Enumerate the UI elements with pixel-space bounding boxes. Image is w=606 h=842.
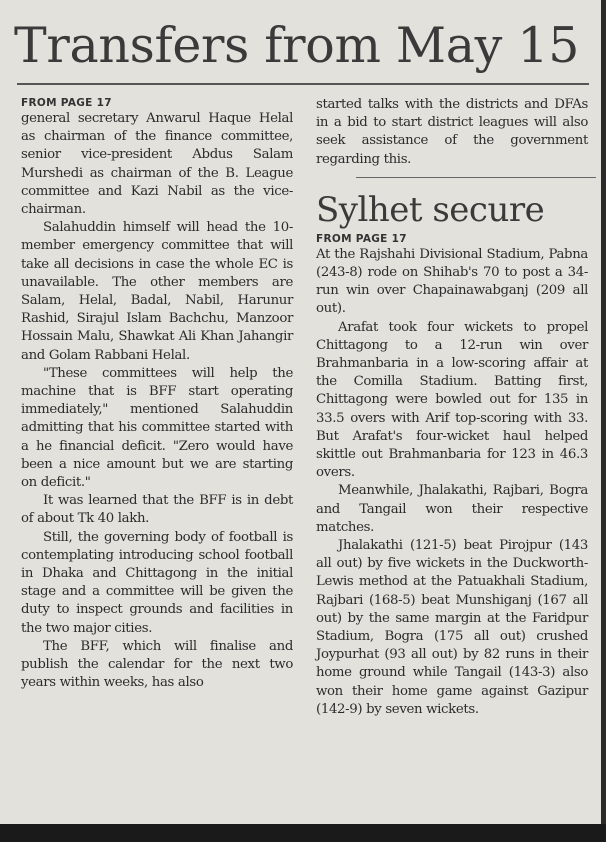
left-paragraph-1: general secretary Anwarul Haque Helal as chairman of the finance committee, senior vice-president Abdus Salam Murshedi as chairman of the B. League committee and Kazi Nabil as the vice-chairman.: [21, 111, 293, 218]
right-article-column: [316, 96, 588, 719]
left-from-page-kicker: FROM PAGE 17: [21, 97, 112, 109]
page-headline: Transfers from May 15: [14, 17, 580, 74]
scan-edge-shadow: [601, 0, 606, 824]
right-continuation-paragraph: started talks with the districts and DFAs in a bid to start district leagues will also seek assistance of the government regarding this.: [316, 97, 588, 167]
left-paragraph-3: "These committees will help the machine that is BFF start operating immediately," mentioned Salahuddin admitting that his committee started with a he financial deficit. "Zero would have been a nice amount but we are starting on deficit.": [21, 365, 293, 491]
left-paragraph-6: The BFF, which will finalise and publish the calendar for the next two years within weeks, has also: [21, 638, 293, 691]
scan-bottom-band: [0, 824, 606, 842]
left-paragraph-5: Still, the governing body of football is contemplating introducing school football in Dhaka and Chittagong in the initial stage and a committee will be given the duty to inspect grounds and facilities in the two major cities.: [21, 529, 293, 636]
right-paragraph-2: Arafat took four wickets to propel Chittagong to a 12-run win over Brahmanbaria in a low-scoring affair at the Comilla Stadium. Batting first, Chittagong were bowled out for 135 in 33.5 overs with Arif top-scoring with 33. But Arafat's four-wicket haul helped skittle out Brahmanbaria for 123 in 46.3 overs.: [316, 319, 588, 481]
left-article-column: [21, 96, 293, 693]
right-paragraph-4: Jhalakathi (121-5) beat Pirojpur (143 all out) by five wickets in the Duckworth-Lewis method at the Patuakhali Stadium, Rajbari (168-5) beat Munshiganj (167 all out) by the same margin at the Faridpur Stadium, Bogra (175 all out) crushed Joypurhat (93 all out) by 82 runs in their home ground while Tangail (143-3) also won their home game against Gazipur (142-9) by seven wickets.: [316, 538, 588, 717]
left-paragraph-2: Salahuddin himself will head the 10-member emergency committee that will take all decisions in case the whole EC is unavailable. The other members are Salam, Helal, Badal, Nabil, Harunur Rashid, Sirajul Islam Bachchu, Manzoor Hossain Malu, Shawkat Ali Khan Jahangir and Golam Rabbani Helal.: [21, 220, 293, 363]
right-paragraph-1: At the Rajshahi Divisional Stadium, Pabna (243-8) rode on Shihab's 70 to post a 34-run win over Chapainawabganj (209 all out).: [316, 246, 588, 317]
left-paragraph-4: It was learned that the BFF is in debt of about Tk 40 lakh.: [21, 493, 293, 527]
sylhet-subhead: Sylhet secure: [316, 189, 545, 230]
right-paragraph-3: Meanwhile, Jhalakathi, Rajbari, Bogra and Tangail won their respective matches.: [316, 483, 588, 535]
section-divider: [356, 177, 596, 178]
right-from-page-kicker: FROM PAGE 17: [316, 232, 407, 245]
headline-rule: [17, 83, 589, 85]
